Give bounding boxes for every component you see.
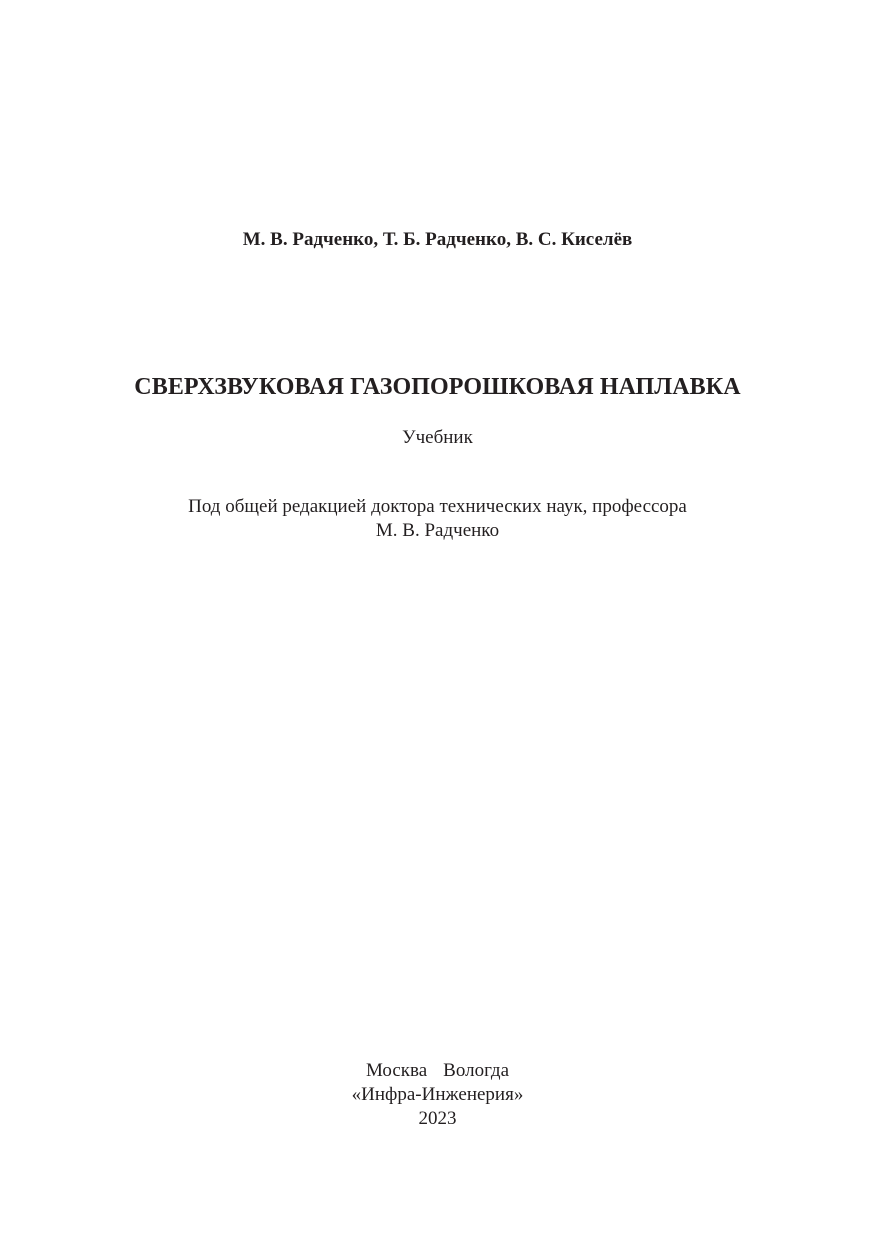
publication-year: 2023 xyxy=(418,1108,457,1129)
book-type: Учебник xyxy=(402,427,473,448)
book-title: СВЕРХЗВУКОВАЯ ГАЗОПОРОШКОВАЯ НАПЛАВКА xyxy=(134,374,741,400)
city-vologda: Вологда xyxy=(443,1060,510,1081)
city-moscow: Москва xyxy=(365,1060,428,1081)
authors: М. В. Радченко, Т. Б. Радченко, В. С. Киселёв xyxy=(242,229,633,250)
publication-cities xyxy=(0,1061,875,1080)
editor-credit: Под общей редакцией доктора технических наук, профессора xyxy=(188,496,687,517)
publisher: «Инфра-Инженерия» xyxy=(351,1084,524,1105)
editor-name: М. В. Радченко xyxy=(375,520,500,541)
